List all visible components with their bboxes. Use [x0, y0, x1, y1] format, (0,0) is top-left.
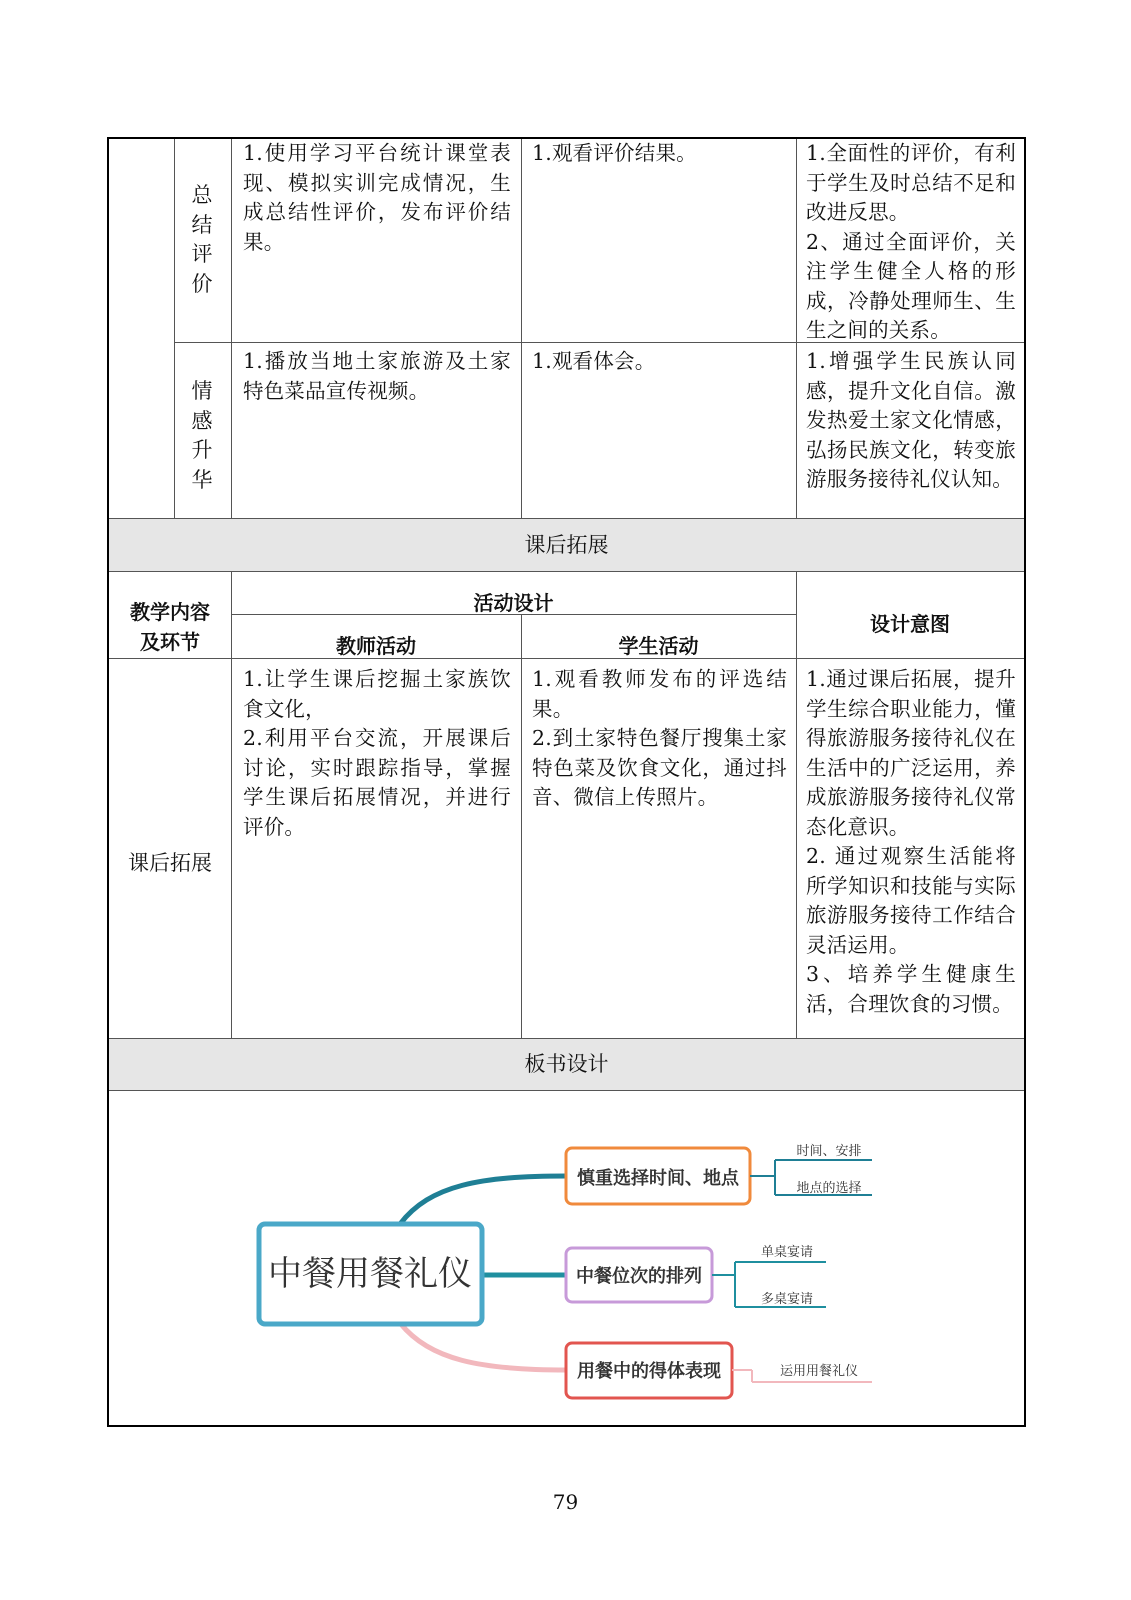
branch-1-label: 慎重选择时间、地点: [577, 1168, 739, 1189]
header-student-activity: 学生活动: [618, 634, 699, 658]
after-class-student-activity: 1.观看教师发布的评选结果。 2.到土家特色餐厅搜集土家特色菜及饮食文化，通过抖音、微信上传照片。: [532, 667, 787, 809]
after-class-section-title: 课后拓展: [524, 533, 609, 557]
after-class-row-label: 课后拓展: [128, 851, 212, 875]
header-activity-design: 活动设计: [473, 591, 554, 615]
branch-2-label: 中餐位次的排列: [576, 1266, 702, 1287]
emotion-teacher-activity: 1.播放当地土家旅游及土家特色菜品宣传视频。: [243, 349, 511, 403]
summary-student-activity: 1.观看评价结果。: [532, 141, 697, 165]
after-class-design-intent: 1.通过课后拓展，提升学生综合职业能力，懂得旅游服务接待礼仪在生活中的广泛运用，养成旅游服务接待礼仪常态化意识。 2. 通过观察生活能将所学知识和技能与实际旅游服务接待工作结合灵活运用。 3、培养学生健康生活，合理饮食的习惯。: [806, 667, 1016, 1016]
header-design-intent: 设计意图: [870, 612, 950, 636]
header-content-phase: 教学内容 及环节: [130, 600, 210, 654]
branch-2-leaf-1: 单桌宴请: [760, 1245, 814, 1260]
connector-branch-3: [400, 1323, 567, 1370]
summary-design-intent: 1.全面性的评价，有利于学生及时总结不足和改进反思。 2、通过全面评价，关注学生健全人格的形成，冷静处理师生、生生之间的关系。: [806, 141, 1016, 342]
emotion-design-intent: 1.增强学生民族认同感，提升文化自信。激发热爱土家文化情感，弘扬民族文化，转变旅游服务接待礼仪认知。: [806, 349, 1016, 491]
after-class-teacher-activity: 1.让学生课后挖掘土家族饮食文化， 2.利用平台交流，开展课后讨论，实时跟踪指导，掌握学生课后拓展情况，并进行评价。: [243, 667, 511, 839]
header-teacher-activity: 教师活动: [336, 634, 416, 658]
emotion-student-activity: 1.观看体会。: [532, 349, 656, 373]
branch-3-leaf-1: 运用用餐礼仪: [779, 1364, 859, 1379]
branch-3-label: 用餐中的得体表现: [577, 1361, 721, 1382]
page-number: 79: [552, 1490, 579, 1514]
summary-teacher-activity: 1.使用学习平台统计课堂表现、模拟实训完成情况，生成总结性评价，发布评价结果。: [243, 141, 511, 254]
branch-1-leaf-2: 地点的选择: [796, 1181, 862, 1196]
center-node-label: 中餐用餐礼仪: [268, 1254, 472, 1294]
branch-1-leaf-1: 时间、安排: [796, 1144, 862, 1159]
summary-evaluation-label: 总 结 评 价: [191, 183, 213, 296]
board-design-section-title: 板书设计: [524, 1052, 609, 1076]
branch-2-leaf-2: 多桌宴请: [760, 1292, 814, 1307]
emotion-sublimation-label: 情 感 升 华: [191, 379, 213, 492]
connector-branch-1: [400, 1176, 567, 1224]
